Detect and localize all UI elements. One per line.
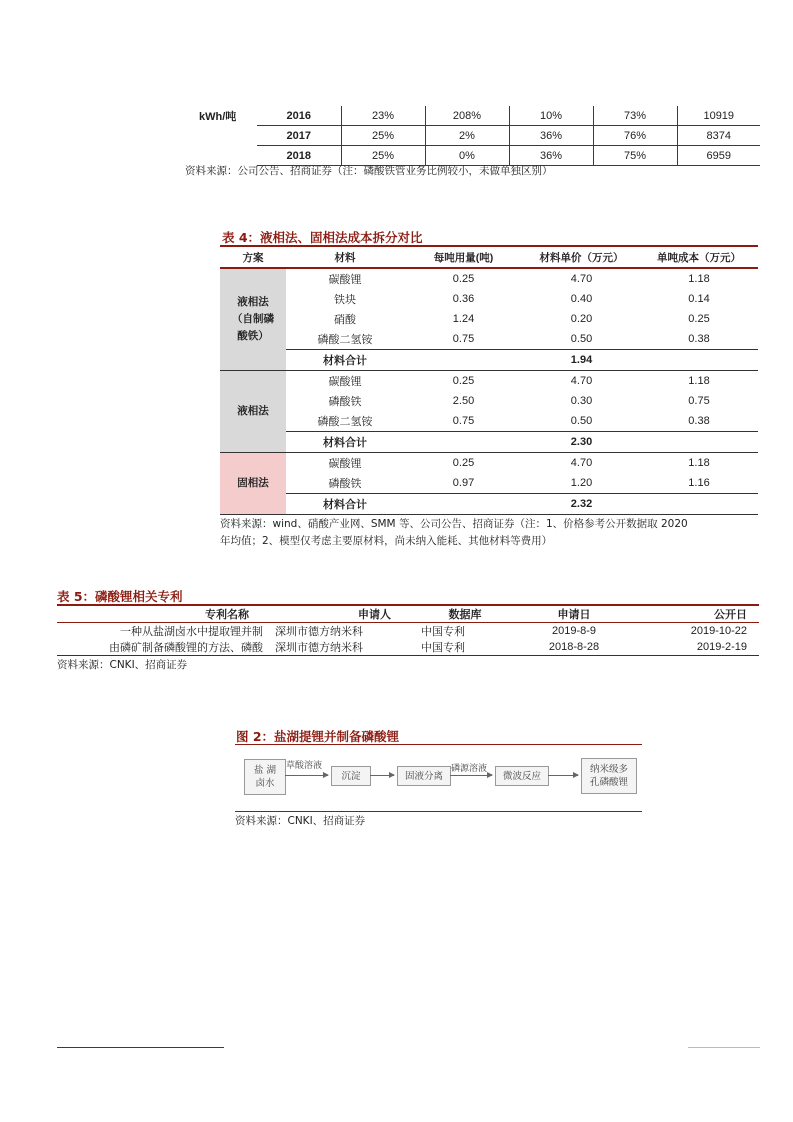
table4-value-cell: 0.25 bbox=[688, 313, 710, 325]
table4-value-cell: 0.20 bbox=[570, 313, 593, 325]
table1-cell: 0% bbox=[425, 146, 509, 166]
table4-material-cell: 碳酸锂 bbox=[328, 376, 362, 388]
table1-cell: 76% bbox=[593, 126, 677, 146]
flow-label-oxalic: 草酸溶液 bbox=[286, 761, 323, 771]
flow-arrow-2 bbox=[370, 775, 394, 776]
table1-cell: 6959 bbox=[677, 146, 760, 166]
table4-value-cell: 1.18 bbox=[688, 457, 710, 469]
table4-row bbox=[220, 329, 758, 350]
table4-material-cell: 硝酸 bbox=[334, 314, 356, 326]
table5-header-applicant: 申请人 bbox=[269, 605, 409, 623]
table4-value-cell: 0.38 bbox=[688, 415, 710, 427]
figure2-bottom-rule bbox=[235, 811, 642, 812]
table4-row bbox=[220, 473, 758, 494]
table1-year-cell: 2017 bbox=[257, 126, 341, 146]
table4-total-empty bbox=[404, 350, 523, 371]
table1-cell: 25% bbox=[341, 126, 425, 146]
table5-source: 资料来源：CNKI、招商证券 bbox=[57, 659, 188, 671]
table1-cell: 25% bbox=[341, 146, 425, 166]
table4-material-cell: 磷酸二氢铵 bbox=[317, 416, 373, 428]
flow-box-precipitate bbox=[331, 766, 371, 786]
table5-header-publish-date: 公开日 bbox=[627, 605, 759, 623]
table4-material-cell: 磷酸铁 bbox=[328, 396, 362, 408]
table4-material-cell: 磷酸二氢铵 bbox=[317, 334, 373, 346]
table5-database: 中国专利 bbox=[421, 626, 465, 638]
table1-cell: 23% bbox=[341, 106, 425, 126]
flow-label-phosphorus: 磷源溶液 bbox=[451, 764, 488, 774]
table4-value-cell: 0.14 bbox=[688, 293, 710, 305]
table5-database: 中国专利 bbox=[409, 639, 521, 656]
table4-value-cell: 1.24 bbox=[452, 313, 475, 325]
table4-total-empty bbox=[404, 494, 523, 515]
table4-value-cell: 4.70 bbox=[570, 375, 593, 387]
table4-value-cell: 4.70 bbox=[570, 457, 593, 469]
table5-publish-date: 2019-10-22 bbox=[690, 625, 747, 637]
table5-row bbox=[57, 639, 759, 656]
table4-value-cell: 0.25 bbox=[452, 375, 475, 387]
table4-total-empty bbox=[640, 350, 758, 371]
table5-header-name: 专利名称 bbox=[57, 605, 269, 623]
table5 bbox=[57, 604, 759, 656]
flow-arrow-3 bbox=[450, 775, 492, 776]
table1-cell: 2% bbox=[425, 126, 509, 146]
flow-box-separation bbox=[397, 766, 451, 786]
table4-value-cell: 4.70 bbox=[570, 273, 593, 285]
table4-group-name-line: （自制磷 bbox=[232, 313, 274, 325]
flow-box-precipitate-label: 沉淀 bbox=[341, 770, 361, 782]
table4-group-name bbox=[220, 371, 286, 453]
table5-title: 表 5：磷酸锂相关专利 bbox=[57, 589, 183, 604]
flow-arrow-4 bbox=[548, 775, 578, 776]
table1-cell: 8374 bbox=[677, 126, 760, 146]
table4-value-cell: 1.16 bbox=[688, 477, 710, 489]
table1-cell: 10919 bbox=[677, 106, 760, 126]
table4-material-cell: 磷酸铁 bbox=[328, 478, 362, 490]
flow-box-brine-line1: 盐 湖 bbox=[253, 765, 277, 776]
table5-publish-date: 2019-2-19 bbox=[627, 639, 759, 656]
figure2-source: 资料来源：CNKI、招商证券 bbox=[235, 815, 366, 827]
table4-value-cell: 1.18 bbox=[688, 273, 710, 285]
table4-group-name-line: 液相法 bbox=[237, 405, 269, 417]
table5-header-database: 数据库 bbox=[409, 605, 521, 623]
table4-total-empty bbox=[404, 432, 523, 453]
table4-total-label: 材料合计 bbox=[286, 494, 404, 515]
table4-value-cell: 1.18 bbox=[688, 375, 710, 387]
table4-total-value: 1.94 bbox=[523, 350, 640, 371]
table4-header-row bbox=[220, 246, 758, 268]
flow-box-product-line1: 纳米级多 bbox=[589, 764, 628, 775]
footer-rule-right bbox=[688, 1047, 760, 1048]
table4-value-cell: 0.75 bbox=[688, 395, 710, 407]
table4-header-price: 材料单价（万元） bbox=[523, 246, 640, 268]
table5-patent-name: 由磷矿制备磷酸锂的方法、磷酸 bbox=[57, 639, 269, 656]
table4-row bbox=[220, 309, 758, 329]
table5-apply-date: 2018-8-28 bbox=[521, 639, 627, 656]
table4-group-name bbox=[220, 453, 286, 515]
table4-value-cell: 0.25 bbox=[452, 457, 475, 469]
table4 bbox=[220, 245, 758, 515]
table1-source: 资料来源：公司公告、招商证券（注：磷酸铁管业务比例较小，未做单独区别） bbox=[185, 165, 553, 177]
table4-value-cell: 0.97 bbox=[452, 477, 475, 489]
table4-row bbox=[220, 268, 758, 289]
table4-title: 表 4：液相法、固相法成本拆分对比 bbox=[222, 230, 423, 245]
table4-row bbox=[220, 371, 758, 392]
flow-box-brine-line2: 卤水 bbox=[255, 778, 275, 789]
table4-value-cell: 0.38 bbox=[688, 333, 710, 345]
table1-cell: 36% bbox=[509, 126, 593, 146]
table4-value-cell: 0.30 bbox=[570, 395, 593, 407]
flow-box-microwave bbox=[495, 766, 549, 786]
table1-row bbox=[257, 126, 760, 146]
table5-header-apply-date: 申请日 bbox=[521, 605, 627, 623]
table1-cell: 36% bbox=[509, 146, 593, 166]
table4-header-material: 材料 bbox=[286, 246, 404, 268]
table4-total-empty bbox=[640, 494, 758, 515]
table1 bbox=[257, 106, 760, 166]
table4-total-row bbox=[220, 432, 758, 453]
table4-source-line1: 资料来源：wind、硝酸产业网、SMM 等、公司公告、招商证券（注：1、价格参考公开数据取 2020 bbox=[220, 518, 688, 530]
table4-value-cell: 0.75 bbox=[452, 415, 475, 427]
table5-header-row bbox=[57, 605, 759, 623]
table4-value-cell: 0.50 bbox=[570, 415, 593, 427]
table4-group-name-line: 酸铁） bbox=[237, 330, 269, 342]
table4-row bbox=[220, 411, 758, 432]
table4-total-empty bbox=[640, 432, 758, 453]
table4-value-cell: 1.20 bbox=[570, 477, 593, 489]
flow-box-brine bbox=[244, 759, 286, 795]
table1-unit-label: kWh/吨 bbox=[199, 111, 237, 123]
table4-header-usage: 每吨用量(吨) bbox=[404, 246, 523, 268]
table5-patent-name: 一种从盐湖卤水中提取锂并制 bbox=[120, 626, 263, 638]
table4-row bbox=[220, 289, 758, 309]
table4-row bbox=[220, 453, 758, 474]
table1-cell: 208% bbox=[425, 106, 509, 126]
table4-header-cost: 单吨成本（万元） bbox=[640, 246, 758, 268]
table4-wrapper bbox=[220, 245, 760, 550]
table4-value-cell: 0.75 bbox=[452, 333, 475, 345]
table4-total-row bbox=[220, 494, 758, 515]
table1-cell: 75% bbox=[593, 146, 677, 166]
flow-arrow-1 bbox=[285, 775, 328, 776]
table4-material-cell: 铁块 bbox=[334, 294, 356, 306]
table5-wrapper bbox=[57, 604, 759, 674]
table4-group-name-line: 固相法 bbox=[237, 477, 269, 489]
table1-row bbox=[257, 106, 760, 126]
table4-total-row bbox=[220, 350, 758, 371]
figure2-top-rule bbox=[235, 744, 642, 745]
flow-box-product-line2: 孔磷酸锂 bbox=[589, 777, 628, 788]
table4-total-value: 2.32 bbox=[523, 494, 640, 515]
table4-total-label: 材料合计 bbox=[286, 350, 404, 371]
table4-source-line2: 年均值；2、模型仅考虑主要原材料，尚未纳入能耗、其他材料等费用） bbox=[220, 535, 553, 547]
flow-box-microwave-label: 微波反应 bbox=[502, 770, 541, 782]
table1-year-cell: 2016 bbox=[257, 106, 341, 126]
table1-cell: 10% bbox=[509, 106, 593, 126]
flow-box-separation-label: 固液分离 bbox=[404, 770, 443, 782]
table4-value-cell: 2.50 bbox=[452, 395, 475, 407]
table4-value-cell: 0.40 bbox=[570, 293, 593, 305]
table1-cell: 73% bbox=[593, 106, 677, 126]
table4-row bbox=[220, 391, 758, 411]
table4-total-label: 材料合计 bbox=[286, 432, 404, 453]
table4-group-name-line: 液相法 bbox=[237, 296, 269, 308]
table4-header-scheme: 方案 bbox=[220, 246, 286, 268]
table5-apply-date: 2019-8-9 bbox=[551, 625, 597, 637]
table4-material-cell: 碳酸锂 bbox=[328, 458, 362, 470]
table5-applicant: 深圳市德方纳米科 bbox=[269, 639, 409, 656]
table5-row bbox=[57, 623, 759, 640]
table4-value-cell: 0.50 bbox=[570, 333, 593, 345]
table4-material-cell: 碳酸锂 bbox=[328, 274, 362, 286]
footer-rule-left bbox=[57, 1047, 224, 1048]
figure2-title: 图 2：盐湖提锂并制备磷酸锂 bbox=[236, 729, 400, 744]
figure2-diagram bbox=[235, 750, 642, 810]
table1-year-cell: 2018 bbox=[257, 146, 341, 166]
table4-total-value: 2.30 bbox=[523, 432, 640, 453]
flow-box-product bbox=[581, 758, 637, 794]
table4-group-name bbox=[220, 268, 286, 371]
table4-value-cell: 0.36 bbox=[452, 293, 475, 305]
table4-value-cell: 0.25 bbox=[452, 273, 475, 285]
table5-applicant: 深圳市德方纳米科 bbox=[275, 626, 363, 638]
